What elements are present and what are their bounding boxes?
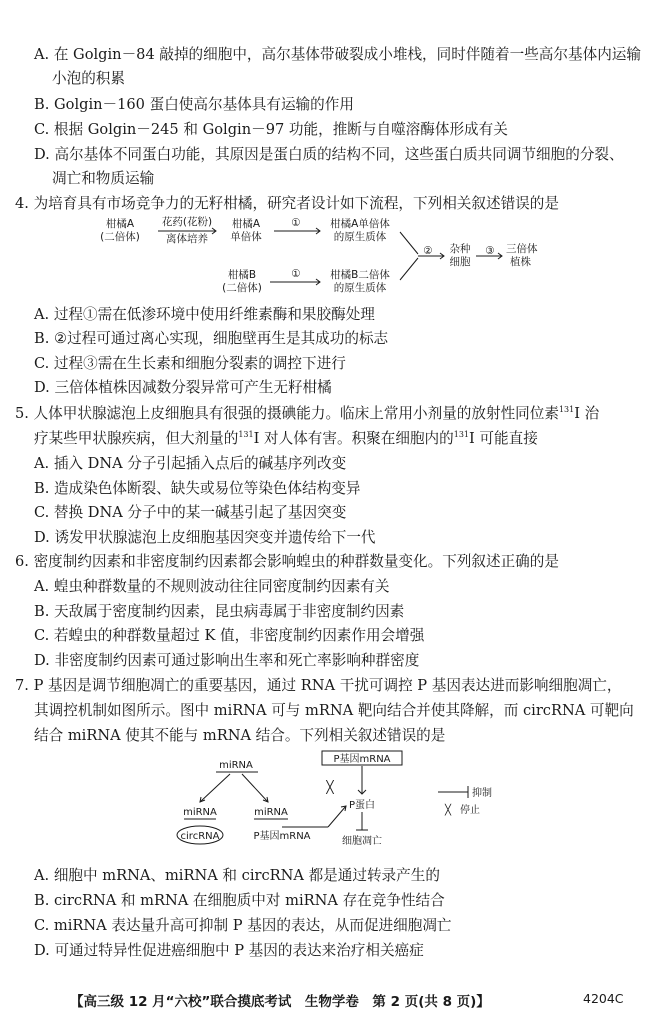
q4-hybrid-line2: 细胞 bbox=[449, 256, 471, 268]
q4-step-a-bottom: 离体培养 bbox=[166, 233, 208, 245]
q5-stem-line1-post: I 治 bbox=[574, 405, 600, 422]
q4-option-c: C. 过程③需在生长素和细胞分裂素的调控下进行 bbox=[34, 355, 346, 372]
q4-mandarin-b-line2: (二倍体) bbox=[222, 282, 262, 294]
q4-step3: ③ bbox=[485, 245, 495, 257]
q5-stem-line1-pre: 5. 人体甲状腺滤泡上皮细胞具有很强的摄碘能力。临床上常用小剂量的放射性同位素 bbox=[15, 405, 559, 422]
q7-p-protein: P蛋白 bbox=[348, 800, 376, 811]
q4-step-a-top: 花药(花粉) bbox=[161, 216, 213, 228]
q4-stem: 4. 为培育具有市场竞争力的无籽柑橘，研究者设计如下流程，下列相关叙述错误的是 bbox=[15, 195, 559, 212]
q5-isotope-mass-2: 131 bbox=[238, 430, 254, 440]
q7-option-d: D. 可通过特异性促进癌细胞中 P 基因的表达来治疗相关癌症 bbox=[34, 942, 424, 959]
q5-option-c: C. 替换 DNA 分子中的某一碱基引起了基因突变 bbox=[34, 504, 347, 521]
q7-mirna-top: miRNA bbox=[219, 760, 253, 771]
q4-haploid-protoplast-line1: 柑橘A单倍体 bbox=[330, 218, 390, 230]
q5-isotope-mass-1: 131 bbox=[558, 405, 575, 415]
q4-mandarin-b-line1: 柑橘B bbox=[227, 269, 257, 281]
prev-option-a-line1: A. 在 Golgin－84 敲掉的细胞中，高尔基体带破裂成小堆栈，同时伴随着一些高尔基体内运输 bbox=[34, 46, 641, 63]
q4-mandarin-a-line1: 柑橘A bbox=[105, 218, 135, 230]
q4-merge-bottom bbox=[400, 258, 418, 280]
q4-option-d: D. 三倍体植株因减数分裂异常可产生无籽柑橘 bbox=[34, 379, 332, 396]
q4-haploid-line1: 柑橘A bbox=[231, 218, 261, 230]
q5-option-d: D. 诱发甲状腺滤泡上皮细胞基因突变并遗传给下一代 bbox=[34, 529, 376, 546]
q7-stem-line1: 7. P 基因是调节细胞凋亡的重要基因，通过 RNA 干扰可调控 P 基因表达进而影响细胞凋亡， bbox=[15, 677, 622, 694]
q4-step1-top: ① bbox=[291, 217, 301, 229]
q7-arrow-to-right bbox=[242, 774, 268, 802]
q4-option-a: A. 过程①需在低渗环境中使用纤维素酶和果胶酶处理 bbox=[34, 306, 375, 323]
page-footer: 【高三级 12 月“六校”联合摸底考试 生物学卷 第 2 页(共 8 页)】 bbox=[70, 994, 490, 1010]
q7-legend-stop: 停止 bbox=[460, 805, 480, 816]
q4-haploid-line2: 单倍体 bbox=[230, 231, 262, 243]
q7-mirna-left: miRNA bbox=[183, 807, 217, 818]
q4-merge-top bbox=[400, 232, 418, 254]
q7-p-gene-mrna-top: P基因mRNA bbox=[333, 754, 391, 765]
q7-path-to-protein bbox=[328, 806, 346, 827]
q5-stem-line2-b: I 对人体有害。积聚在细胞内的 bbox=[253, 430, 454, 447]
q7-option-b: B. circRNA 和 mRNA 在细胞质中对 miRNA 存在竞争性结合 bbox=[34, 892, 445, 909]
prev-option-d-line2: 凋亡和物质运输 bbox=[52, 170, 155, 187]
q4-flow-diagram bbox=[90, 214, 538, 298]
q5-stem-line2-a: 疗某些甲状腺疾病，但大剂量的 bbox=[34, 430, 239, 447]
q4-hybrid-line1: 杂种 bbox=[449, 243, 471, 255]
q7-mechanism-diagram bbox=[160, 750, 520, 860]
q7-stop-mark: ╳ bbox=[326, 780, 334, 794]
prev-option-b: B. Golgin－160 蛋白使高尔基体具有运输的作用 bbox=[34, 96, 354, 113]
q7-stem-line3: 结合 miRNA 使其不能与 mRNA 结合。下列相关叙述错误的是 bbox=[34, 727, 446, 744]
exam-code: 4204C bbox=[583, 991, 624, 1006]
q5-isotope-mass-3: 131 bbox=[453, 430, 470, 440]
q5-option-a: A. 插入 DNA 分子引起插入点后的碱基序列改变 bbox=[34, 455, 347, 472]
q4-haploid-protoplast-line2: 的原生质体 bbox=[333, 231, 387, 243]
q7-legend-stop-symbol: ╳ bbox=[444, 805, 452, 816]
q7-apoptosis: 细胞凋亡 bbox=[342, 836, 382, 847]
q6-option-b: B. 天敌属于密度制约因素，昆虫病毒属于非密度制约因素 bbox=[34, 603, 405, 620]
q4-triploid-line1: 三倍体 bbox=[506, 243, 538, 255]
q6-stem: 6. 密度制约因素和非密度制约因素都会影响蝗虫的种群数量变化。下列叙述正确的是 bbox=[15, 553, 559, 570]
q4-diploid-protoplast-line1: 柑橘B二倍体 bbox=[330, 269, 390, 281]
prev-option-a-line2: 小泡的积累 bbox=[52, 70, 125, 87]
q7-option-c: C. miRNA 表达量升高可抑制 P 基因的表达，从而促进细胞凋亡 bbox=[34, 917, 452, 934]
q5-stem-line1 bbox=[15, 404, 599, 424]
q6-option-c: C. 若蝗虫的种群数量超过 K 值，非密度制约因素作用会增强 bbox=[34, 627, 425, 644]
q6-option-a: A. 蝗虫种群数量的不规则波动往往同密度制约因素有关 bbox=[34, 578, 390, 595]
q5-stem-line2-c: I 可能直接 bbox=[469, 430, 538, 447]
q7-p-gene-mrna-bottom: P基因mRNA bbox=[253, 831, 311, 842]
q5-stem-line2 bbox=[34, 429, 538, 449]
q4-step2: ② bbox=[423, 245, 433, 257]
q4-diploid-protoplast-line2: 的原生质体 bbox=[333, 282, 387, 294]
prev-option-c: C. 根据 Golgin－245 和 Golgin－97 功能，推断与自噬溶酶体形成有关 bbox=[34, 121, 508, 138]
prev-option-d-line1: D. 高尔基体不同蛋白功能，其原因是蛋白质的结构不同，这些蛋白质共同调节细胞的分裂、 bbox=[34, 146, 624, 163]
q4-mandarin-a-line2: (二倍体) bbox=[100, 231, 140, 243]
q4-step1-bottom: ① bbox=[291, 268, 301, 280]
q4-option-b: B. ②过程可通过离心实现，细胞壁再生是其成功的标志 bbox=[34, 330, 389, 347]
q7-arrow-to-left bbox=[200, 774, 230, 802]
q7-legend-inhibit: 抑制 bbox=[472, 788, 492, 799]
q7-mirna-right: miRNA bbox=[254, 807, 288, 818]
q7-stem-line2: 其调控机制如图所示。图中 miRNA 可与 mRNA 靶向结合并使其降解，而 circRNA 可靶向 bbox=[34, 702, 634, 719]
q7-circrna: circRNA bbox=[180, 831, 220, 842]
q4-triploid-line2: 植株 bbox=[510, 256, 531, 268]
q5-option-b: B. 造成染色体断裂、缺失或易位等染色体结构变异 bbox=[34, 480, 361, 497]
q7-option-a: A. 细胞中 mRNA、miRNA 和 circRNA 都是通过转录产生的 bbox=[34, 867, 440, 884]
q6-option-d: D. 非密度制约因素可通过影响出生率和死亡率影响种群密度 bbox=[34, 652, 420, 669]
